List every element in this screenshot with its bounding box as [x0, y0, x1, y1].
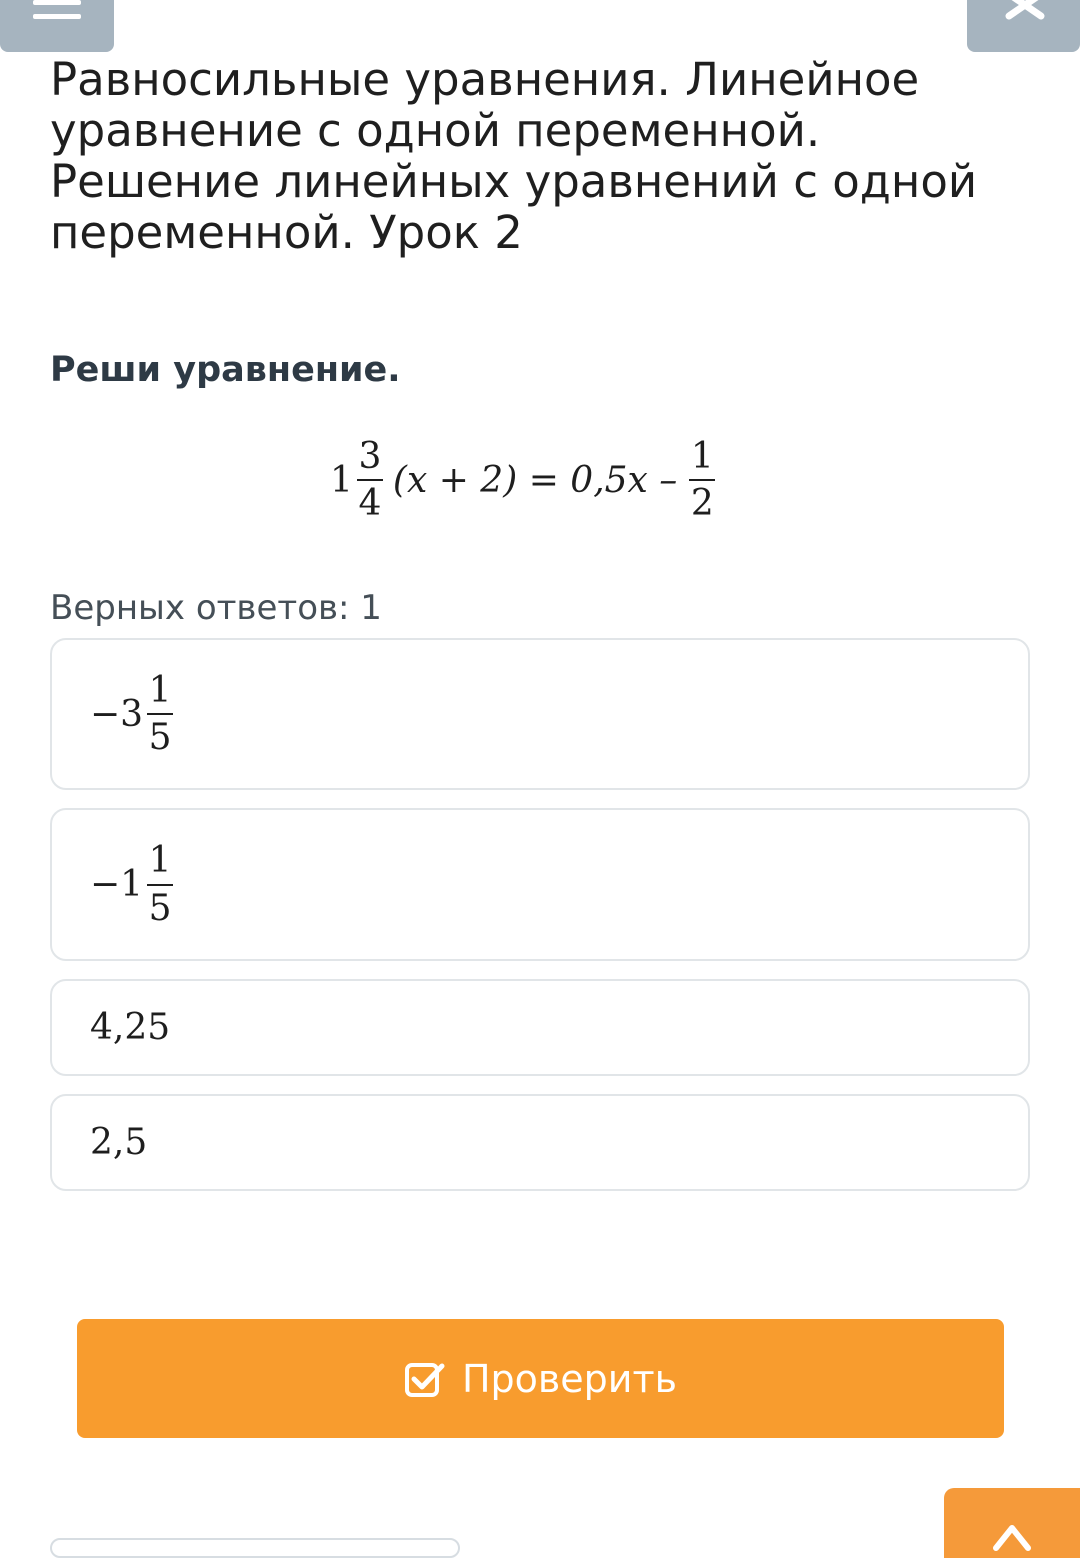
equation-fraction-2 [689, 436, 715, 525]
answer-value [90, 670, 177, 759]
close-icon [967, 0, 1080, 52]
fraction-denominator: 5 [148, 887, 172, 929]
bottom-tab[interactable] [50, 1538, 460, 1558]
answer-fraction [147, 670, 173, 759]
equation [330, 424, 719, 536]
check-button[interactable] [77, 1319, 1004, 1438]
fraction-bar [689, 479, 715, 481]
answer-option[interactable] [50, 979, 1030, 1076]
fraction-bar [147, 884, 173, 886]
fraction-bar [357, 479, 383, 481]
equation-middle: (x + 2) = 0,5x – [392, 459, 678, 501]
answer-option[interactable] [50, 638, 1030, 790]
check-button-label: Проверить [461, 1356, 678, 1401]
answer-whole: 3 [120, 693, 144, 735]
menu-button[interactable] [0, 0, 114, 52]
fraction-numerator: 3 [358, 435, 382, 477]
fraction-denominator: 4 [358, 483, 382, 524]
answer-whole: 1 [120, 864, 144, 905]
equation-fraction-1 [357, 436, 383, 525]
task-prompt: Реши уравнение. [50, 350, 401, 390]
answer-value: 2,5 [90, 1122, 148, 1163]
checkbox-check-icon [404, 1360, 446, 1398]
answer-sign: − [90, 864, 121, 905]
answer-option[interactable] [50, 1094, 1030, 1191]
correct-answers-count: Верных ответов: 1 [50, 588, 382, 628]
equation-whole: 1 [330, 459, 353, 501]
answer-sign: − [90, 693, 121, 735]
answer-option[interactable] [50, 808, 1030, 961]
fraction-numerator: 1 [690, 435, 714, 477]
fraction-denominator: 2 [690, 483, 714, 524]
answer-value [90, 840, 177, 929]
answer-fraction [147, 840, 173, 929]
fraction-numerator: 1 [148, 840, 172, 882]
fraction-denominator: 5 [148, 717, 172, 758]
close-button[interactable] [967, 0, 1080, 52]
fraction-bar [147, 713, 173, 715]
hamburger-icon [0, 0, 114, 52]
page-title: Равносильные уравнения. Линейное уравнение с одной переменной. Решение линейных уравнений с одной переменной. Урок 2 [50, 53, 978, 259]
fraction-numerator: 1 [148, 669, 172, 711]
answer-value: 4,25 [90, 1007, 171, 1048]
